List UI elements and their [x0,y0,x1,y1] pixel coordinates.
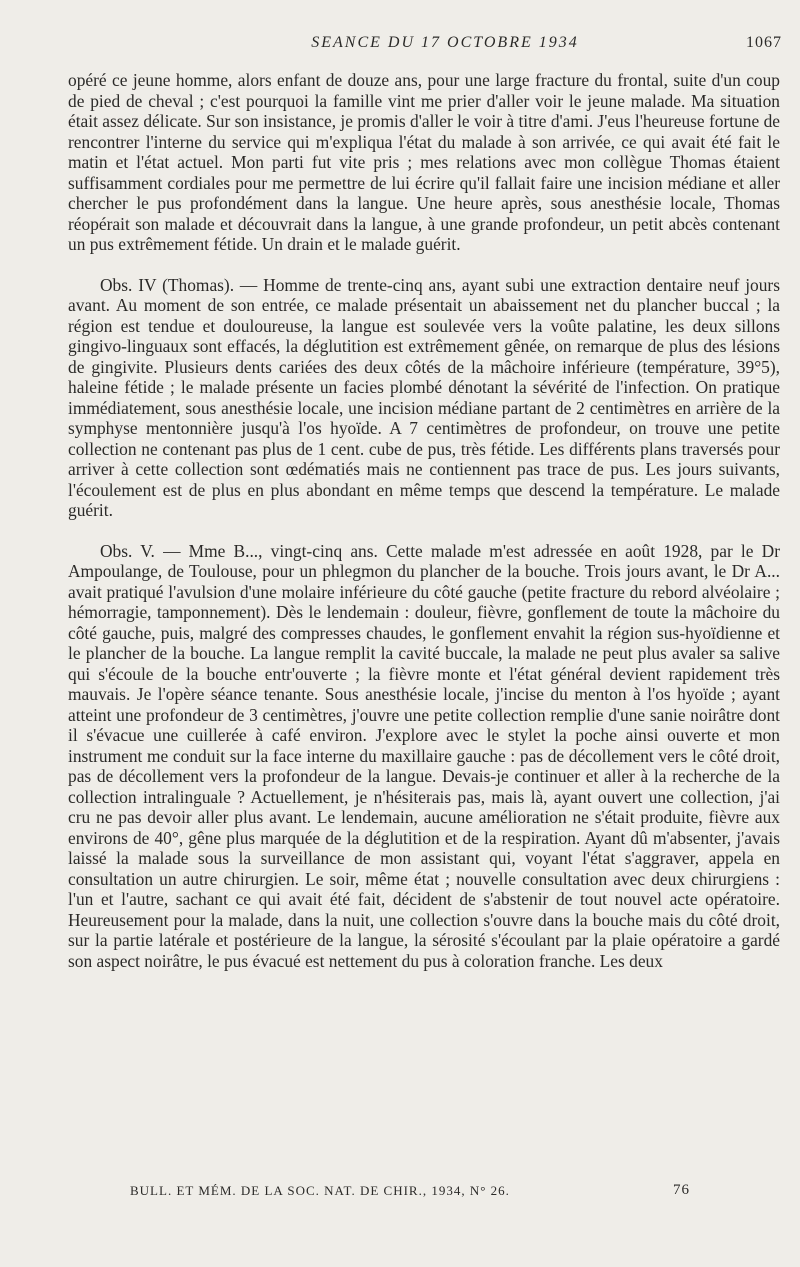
page-number: 1067 [746,34,782,51]
footer-citation: BULL. ET MÉM. DE LA SOC. NAT. DE CHIR., 1934, N° 26. [130,1183,510,1198]
paragraph-observation-v: Obs. V. — Mme B..., vingt-cinq ans. Cette malade m'est adressée en août 1928, par le Dr Ampoulange, de Toulouse, pour un phlegmon du plancher de la bouche. Trois jours avant, le Dr A... avait pratiqué l'avulsion d'une molaire inférieure du côté gauche (petite fracture du rebord alvéolaire ; hémorragie, tamponnement). Dès le lendemain : douleur, fièvre, gonflement de toute la mâchoire du côté gauche, puis, malgré des compresses chaudes, le gonflement envahit la région sus-hyoïdienne et le plancher de la bouche. La langue remplit la cavité buccale, la malade ne peut plus avaler sa salive qui s'écoule de la bouche entr'ouverte ; la fièvre monte et l'état général devient rapidement très mauvais. Je l'opère séance tenante. Sous anesthésie locale, j'incise du menton à l'os hyoïde ; ayant atteint une profondeur de 3 centimètres, j'ouvre une petite collection remplie d'une sanie noirâtre dont il s'évacue une cuillerée à café environ. J'explore avec le stylet la poche ainsi ouverte et mon instrument me conduit sur la face interne du maxillaire gauche : pas de décollement vers le côté droit, pas de décollement vers la profondeur de la langue. Devais-je continuer et aller à la recherche de la collection intralinguale ? Actuellement, je n'hésiterais pas, mais là, ayant ouvert une collection, j'ai cru ne pas devoir aller plus avant. Le lendemain, aucune amélioration ne s'était produite, fièvre aux environs de 40°, gêne plus marquée de la déglutition et de la respiration. Ayant dû m'absenter, j'avais laissé la malade sous la surveillance de mon assistant qui, voyant l'état s'aggraver, appela en consultation un autre chirurgien. Le soir, même état ; nouvelle consultation avec deux chirurgiens : l'un et l'autre, sachant ce qui avait été fait, décident de s'abstenir de tout nouvel acte opératoire. Heureusement pour la malade, dans la nuit, une collection s'ouvre dans la bouche mais du côté droit, sur la partie latérale et postérieure de la langue, la sérosité s'écoulant par la plaie opératoire a gardé son aspect noirâtre, le pus évacué est nettement du pus à coloration franche. Les deux [68,540,780,971]
paragraph-gap [68,255,780,275]
footer-sheet-number: 76 [673,1182,690,1198]
header-title: SEANCE DU 17 OCTOBRE 1934 [311,34,579,51]
paragraph-gap [68,521,780,541]
paragraph-observation-iv: Obs. IV (Thomas). — Homme de trente-cinq ans, ayant subi une extraction dentaire neuf jours avant. Au moment de son entrée, ce malade présentait un abaissement net du plancher buccal ; la région est tendue et douloureuse, la langue est soulevée vers la voûte palatine, les deux sillons gingivo-linguaux sont effacés, la déglutition est extrêmement gênée, on remarque de plus des lésions de gingivite. Plusieurs dents cariées des deux côtés de la mâchoire inférieure (température, 39°5), haleine fétide ; le malade présente un facies plombé dénotant la sévérité de l'infection. On pratique immédiatement, sous anesthésie locale, une incision médiane partant de 2 centimètres en arrière de la symphyse mentonnière jusqu'à l'os hyoïde. A 7 centimètres de profondeur, on trouve une petite collection ne contenant pas plus de 1 cent. cube de pus, très fétide. Les différents plans traversés pour arriver à cette collection sont œdématiés mais ne contiennent pas trace de pus. Les jours suivants, l'écoulement est de plus en plus abondant en même temps que descend la température. Le malade guérit. [68,274,780,520]
article-body [68,70,780,971]
running-header [68,34,782,58]
paragraph-continuation: opéré ce jeune homme, alors enfant de douze ans, pour une large fracture du frontal, suite d'un coup de pied de cheval ; c'est pourquoi la famille vint me prier d'aller voir le jeune malade. Ma situation était assez délicate. Sur son insistance, je promis d'aller le voir à titre d'ami. J'eus l'heureuse fortune de rencontrer l'interne du service qui m'expliqua l'état du malade à son arrivée, ce qui avait été fait le matin et l'état actuel. Mon parti fut vite pris ; mes relations avec mon collègue Thomas étaient suffisamment cordiales pour me permettre de lui écrire qu'il fallait faire une incision médiane et aller chercher le pus profondément dans la langue. Une heure après, sous anesthésie locale, Thomas réopérait son malade et découvrait dans la langue, à une grande profondeur, un petit abcès contenant un pus extrêmement fétide. Un drain et le malade guérit. [68,70,780,254]
